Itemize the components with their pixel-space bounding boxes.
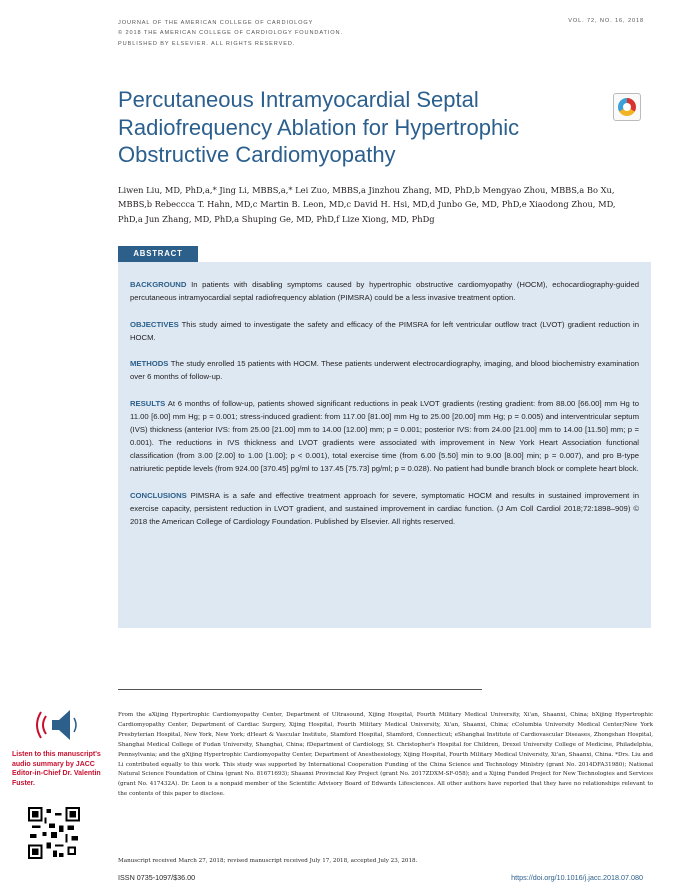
manuscript-dates: Manuscript received March 27, 2018; revised manuscript received July 17, 2018, accepted July 23, 2018. bbox=[118, 858, 418, 864]
methods-text: The study enrolled 15 patients with HOCM. These patients underwent electrocardiography, imaging, and blood biochemistry examination over 6 months of follow-up. bbox=[130, 359, 639, 382]
publisher-line: PUBLISHED BY ELSEVIER. ALL RIGHTS RESERVED. bbox=[118, 40, 296, 47]
doi-link[interactable]: https://doi.org/10.1016/j.jacc.2018.07.080 bbox=[511, 873, 643, 882]
qr-code-icon bbox=[28, 807, 80, 859]
audio-speaker-icon[interactable] bbox=[34, 706, 86, 744]
abstract-results bbox=[130, 397, 639, 476]
journal-name: JOURNAL OF THE AMERICAN COLLEGE OF CARDIOLOGY bbox=[118, 20, 314, 26]
objectives-text: This study aimed to investigate the safety and efficacy of the PIMSRA for left ventricular outflow tract (LVOT) gradient reduction in HOCM. bbox=[130, 319, 640, 342]
objectives-heading: OBJECTIVES bbox=[130, 319, 179, 329]
crossmark-center bbox=[623, 103, 631, 111]
abstract-conclusions bbox=[130, 489, 639, 528]
crossmark-icon[interactable] bbox=[613, 93, 641, 121]
results-text: At 6 months of follow-up, patients showed significant reductions in peak LVOT gradients (resting gradient: from 88.00 [66.00] mm Hg to 11.00 [6.00] mm Hg; p = 0.001; stress-induced gradient: from 117.00 [81.00] mm Hg to 25.00 [20.00] mm Hg; p = 0.005) and interventricular septum (IVS) thickness (anterior IVS: from 25.00 [21.00] mm to 14.00 [12.00] mm; p = 0.001; posterior IVS: from 24.00 [21.00] mm to 14.00 [11.50] mm; p = 0.001). The reductions in IVS thickness and LVOT gradients were associated with improvement in New York Heart Association functional classification (from 3.00 [2.00] to 1.00 [1.00]; p < 0.001), total exercise time (from 6.00 [5.50] min to 9.00 [8.00] min; p = 0.007), and pro B-type natriuretic peptide levels (from 924.00 [370.45] pg/ml to 137.45 [75.73] pg/ml; p = 0.028). No patient had bundle branch block or complete heart block. bbox=[130, 398, 639, 474]
abstract-background bbox=[130, 278, 639, 304]
conclusions-text: PIMSRA is a safe and effective treatment approach for severe, symptomatic HOCM and results in sustained improvement in exercise capacity, persistent reduction in LVOT gradient, and sustained improvement in cardiac function. (J Am Coll Cardiol 2018;72:1898–909) © 2018 the American College of Cardiology Foundation. Published by Elsevier. All rights reserved. bbox=[130, 490, 639, 526]
article-title: Percutaneous Intramyocardial Septal Radiofrequency Ablation for Hypertrophic Obstructive Cardiomyopathy bbox=[118, 87, 520, 167]
abstract-objectives bbox=[130, 318, 639, 344]
background-text: In patients with disabling symptoms caused by hypertrophic obstructive cardiomyopathy (HOCM), echocardiography-guided percutaneous intramyocardial septal radiofrequency ablation (PIMSRA) could be a less invasive treatment option. bbox=[130, 280, 640, 303]
abstract-methods bbox=[130, 357, 639, 383]
affiliations-footnote: From the aXijing Hypertrophic Cardiomyopathy Center, Department of Ultrasound, Xijing Hospital, Fourth Military Medical University, Xi'an, Shaanxi, China; bXijing Hypertrophic Cardiomyopathy Center, Department of Cardiac Surgery, Xijing Hospital, Fourth Military Medical University, Xi'an, Shaanxi, China; cColumbia University Medical Center/New York Presbyterian Hospital, New York, New York; dHeart & Vascular Institute, Stamford Hospital, Stamford, Connecticut; eShanghai Institute of Cardiovascular Diseases, Zhongshan Hospital, Shanghai Medical College of Fudan University, Shanghai, China; fDepartment of Cardiology, St. Christopher's Hospital for Children, Drexel University College of Medicine, Philadelphia, Pennsylvania; and the gXijing Hypertrophic Cardiomyopathy Center, Department of Anesthesiology, Xijing Hospital, Fourth Military Medical University, Xi'an, Shaanxi, China. *Drs. Liu and Li contributed equally to this work. This study was supported by International Cooperation Funding of the China Science and Technology Ministry (grant No. 2014DFA31980); National Natural Science Foundation of China (grant No. 81671693); Shaanxi Provincial Key Project (grant No. 2017ZDXM-SF-058); and a Xijing Funded Project for New Technologies and Services (grant No. 417432A). Dr. Leon is a nonpaid member of the Scientific Advisory Board of Edwards Lifesciences. All other authors have reported that they have no relationships relevant to the contents of this paper to disclose. bbox=[118, 712, 653, 798]
author-list: Liwen Liu, MD, PhD,a,* Jing Li, MBBS,a,* Lei Zuo, MBBS,a Jinzhou Zhang, MD, PhD,b Mengyao Zhou, MBBS,a Bo Xu, MBBS,b Rebeccca T. Hahn, MD,c Martin B. Leon, MD,c David H. Hsi, MD,d Junbo Ge, MD, PhD,e Xiaodong Zhou, MD, PhD,a Jun Zhang, MD, PhD,a Shuping Ge, MD, PhD,f Lize Xiong, MD, PhDg bbox=[118, 185, 616, 224]
volume-info: VOL. 72, NO. 16, 2018 bbox=[568, 18, 644, 24]
journal-header bbox=[118, 18, 343, 49]
issn: ISSN 0735-1097/$36.00 bbox=[118, 873, 196, 882]
abstract-label: ABSTRACT bbox=[118, 246, 198, 262]
results-heading: RESULTS bbox=[130, 398, 166, 408]
methods-heading: METHODS bbox=[130, 359, 169, 369]
conclusions-heading: CONCLUSIONS bbox=[130, 490, 187, 500]
copyright-line: © 2018 THE AMERICAN COLLEGE OF CARDIOLOGY FOUNDATION. bbox=[118, 30, 343, 37]
audio-summary-note[interactable]: Listen to this manuscript's audio summary by JACC Editor-in-Chief Dr. Valentin Fuster. bbox=[12, 751, 101, 787]
footnote-divider bbox=[118, 689, 482, 690]
abstract-box bbox=[118, 262, 651, 628]
background-heading: BACKGROUND bbox=[130, 280, 187, 289]
